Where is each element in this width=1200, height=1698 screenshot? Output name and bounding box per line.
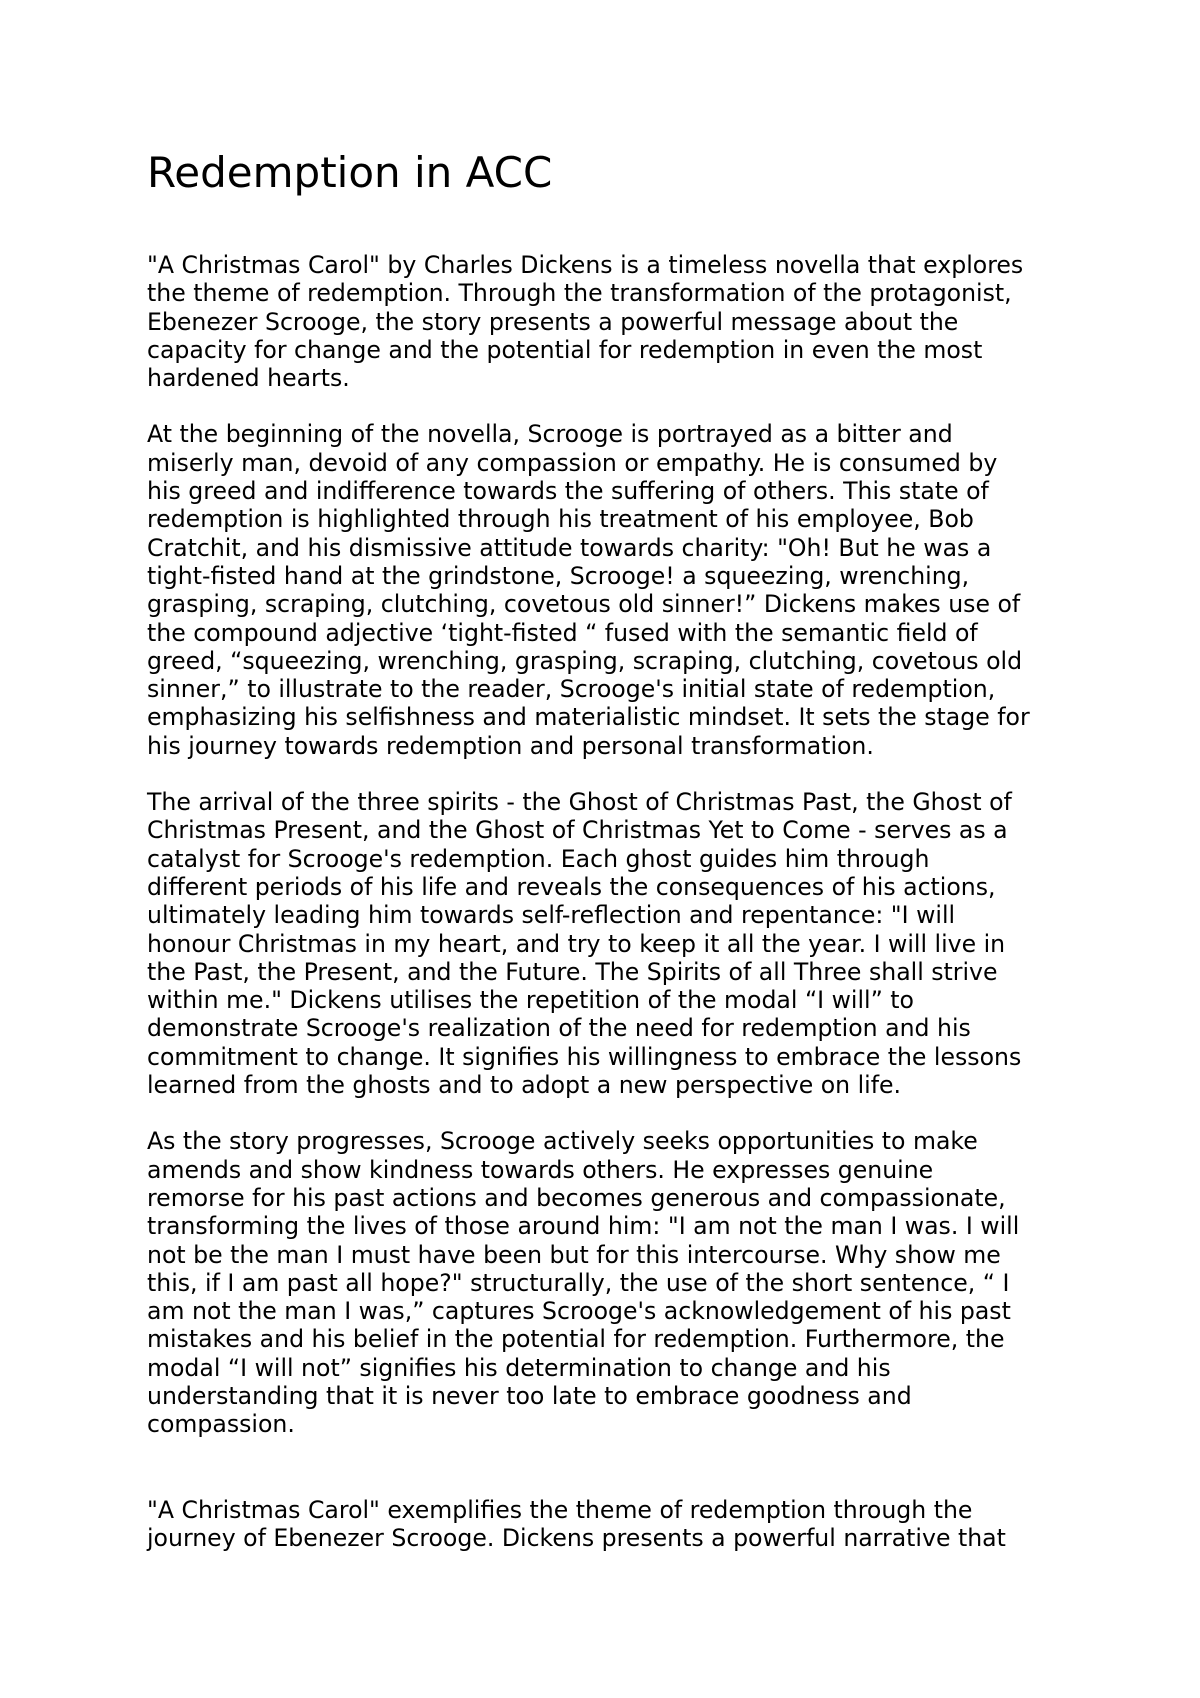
text-line: redemption is highlighted through his treatment of his employee, Bob — [147, 505, 974, 534]
paragraph-progress — [147, 1127, 1087, 1438]
paragraph-spacer — [147, 1439, 1087, 1496]
text-line: within me." Dickens utilises the repetition of the modal “I will” to — [147, 986, 914, 1015]
text-line: ultimately leading him towards self-reflection and repentance: "I will — [147, 901, 956, 930]
text-line: his greed and indifference towards the suffering of others. This state of — [147, 477, 989, 506]
text-line: sinner,” to illustrate to the reader, Scrooge's initial state of redemption, — [147, 675, 996, 704]
document-title: Redemption in ACC — [147, 148, 553, 197]
paragraph-spacer — [147, 1099, 1087, 1127]
text-line: understanding that it is never too late to embrace goodness and — [147, 1381, 912, 1410]
text-line: "A Christmas Carol" by Charles Dickens is a timeless novella that explores — [147, 251, 1024, 279]
text-line: learned from the ghosts and to adopt a new perspective on life. — [147, 1071, 902, 1100]
text-line: demonstrate Scrooge's realization of the need for redemption and his — [147, 1014, 971, 1043]
text-line: mistakes and his belief in the potential for redemption. Furthermore, the — [147, 1325, 1005, 1354]
paragraph-spacer — [147, 392, 1087, 420]
paragraph-conclusion — [147, 1496, 1087, 1553]
text-line: his journey towards redemption and personal transformation. — [147, 731, 874, 760]
text-line: Cratchit, and his dismissive attitude towards charity: "Oh! But he was a — [147, 533, 992, 562]
text-line: The arrival of the three spirits - the Ghost of Christmas Past, the Ghost of — [147, 788, 1012, 817]
text-line: Ebenezer Scrooge, the story presents a powerful message about the — [147, 307, 959, 336]
text-line: commitment to change. It signifies his willingness to embrace the lessons — [147, 1042, 1022, 1071]
text-line: am not the man I was,” captures Scrooge's acknowledgement of his past — [147, 1297, 1011, 1326]
paragraph-spacer — [147, 760, 1087, 788]
text-line: compassion. — [147, 1410, 295, 1439]
paragraph-beginning — [147, 420, 1087, 760]
text-line: capacity for change and the potential for redemption in even the most — [147, 335, 983, 364]
text-line: emphasizing his selfishness and materialistic mindset. It sets the stage for — [147, 703, 1030, 732]
text-line: transforming the lives of those around him: "I am not the man I was. I will — [147, 1212, 1020, 1241]
text-line: hardened hearts. — [147, 364, 350, 393]
text-line: this, if I am past all hope?" structurally, the use of the short sentence, “ I — [147, 1268, 1010, 1297]
text-line: amends and show kindness towards others. He expresses genuine — [147, 1155, 934, 1184]
text-line: remorse for his past actions and becomes generous and compassionate, — [147, 1183, 1006, 1212]
text-line: greed, “squeezing, wrenching, grasping, scraping, clutching, covetous old — [147, 646, 1023, 675]
text-line: grasping, scraping, clutching, covetous old sinner!” Dickens makes use of — [147, 590, 1021, 619]
text-line: miserly man, devoid of any compassion or empathy. He is consumed by — [147, 448, 998, 477]
text-line: honour Christmas in my heart, and try to keep it all the year. I will live in — [147, 929, 1006, 958]
text-line: different periods of his life and reveals the consequences of his actions, — [147, 872, 996, 901]
text-line: Christmas Present, and the Ghost of Christmas Yet to Come - serves as a — [147, 816, 1008, 845]
document-body — [147, 251, 1087, 1552]
text-line: journey of Ebenezer Scrooge. Dickens presents a powerful narrative that — [147, 1523, 1006, 1552]
text-line: the theme of redemption. Through the transformation of the protagonist, — [147, 279, 1012, 308]
text-line: the compound adjective ‘tight-fisted “ fused with the semantic field of — [147, 618, 978, 647]
text-line: "A Christmas Carol" exemplifies the theme of redemption through the — [147, 1495, 973, 1524]
paragraph-spirits — [147, 788, 1087, 1099]
text-line: As the story progresses, Scrooge actively seeks opportunities to make — [147, 1127, 978, 1156]
text-line: catalyst for Scrooge's redemption. Each ghost guides him through — [147, 844, 930, 873]
text-line: not be the man I must have been but for this intercourse. Why show me — [147, 1240, 1001, 1269]
text-line: the Past, the Present, and the Future. The Spirits of all Three shall strive — [147, 957, 998, 986]
text-line: At the beginning of the novella, Scrooge is portrayed as a bitter and — [147, 420, 953, 449]
paragraph-intro — [147, 251, 1087, 392]
text-line: modal “I will not” signifies his determination to change and his — [147, 1353, 891, 1382]
text-line: tight-fisted hand at the grindstone, Scrooge! a squeezing, wrenching, — [147, 561, 970, 590]
